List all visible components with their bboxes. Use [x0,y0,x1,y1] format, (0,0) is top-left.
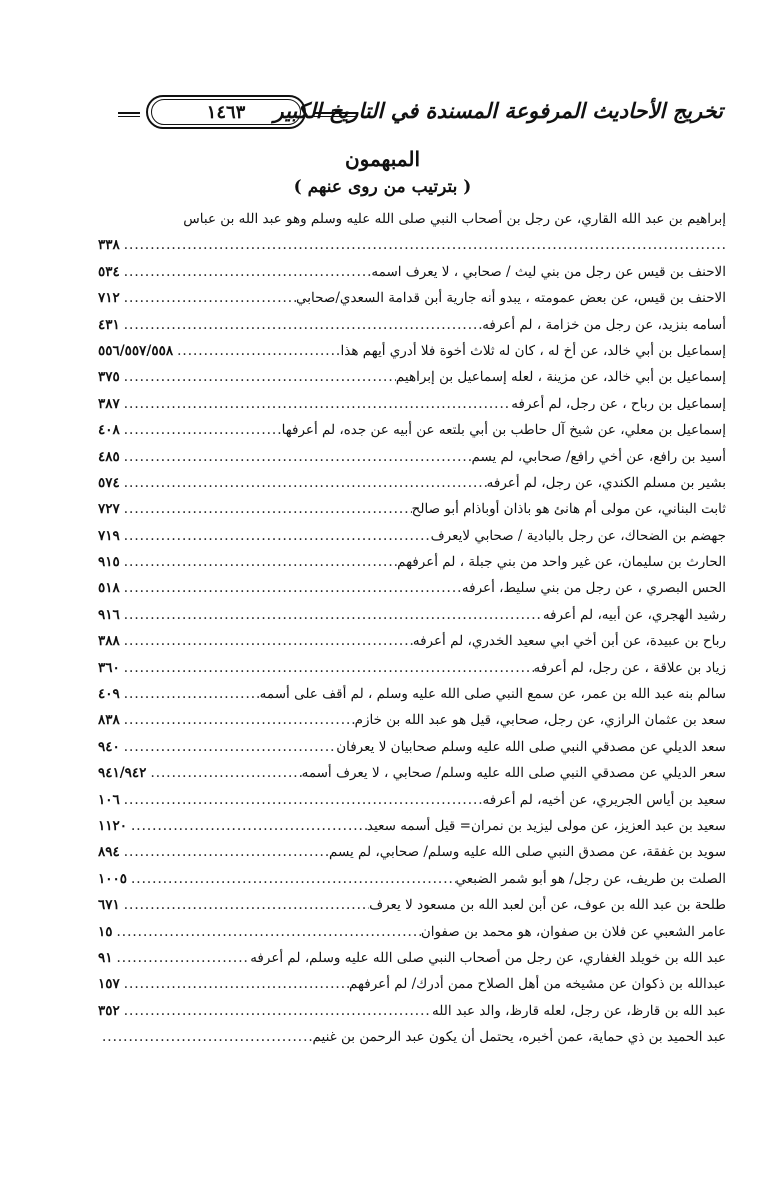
entry-text: الاحنف بن قيس عن رجل من بني ليث / صحابي ، لا يعرف اسمه [371,263,726,280]
section-subtitle: ( بترتيب من روى عنهم ) [293,177,472,197]
dot-leader [120,655,534,681]
entry-text: إسماعيل بن معلي، عن شيخ آل حاطب بن أبي بلتعه عن أبيه عن جده، لم أعرفها [281,422,726,439]
index-entry [98,312,726,338]
index-entry [98,945,726,971]
entry-text: سويد بن غفقة، عن مصدق النبي صلى الله عليه وسلم/ صحابي، لم يسم [328,844,726,861]
entry-page: ٩١٥ [98,554,120,571]
entry-text: أسامه بنزيد، عن رجل من خزامة ، لم أعرفه [482,316,726,333]
index-entry [98,232,726,258]
entry-page: ٨٩٤ [98,844,120,861]
entry-text: عبدالله بن ذكوان عن مشيخه من أهل الصلاح ممن أدرك/ لم أعرفهم [349,976,726,993]
index-entry [98,417,726,443]
index-entry [98,575,726,601]
dot-leader [120,734,336,760]
entry-page: ١٥ [98,923,113,940]
dot-leader [146,760,301,786]
entry-text: سالم بنه عبد الله بن عمر، عن سمع النبي صلى الله عليه وسلم ، لم أقف على أسمه [259,686,726,703]
entry-page: ٩١ [98,949,113,966]
section-title: المبهمون [344,147,421,171]
index-entry [98,707,726,733]
entry-text: أسيد بن رافع، عن أخي رافع/ صحابي، لم يسم [471,448,726,465]
index-entry [98,839,726,865]
dot-leader [120,707,355,733]
entry-text: إبراهيم بن عبد الله القاري، عن رجل بن أصحاب النبي صلى الله عليه وسلم وهو عبد الله بن عباس [183,211,726,227]
index-entry [98,655,726,681]
header-rule-left [118,112,140,117]
entry-page: ٤٨٥ [98,448,120,465]
dot-leader [120,839,329,865]
entry-text: ثابت البناني، عن مولى أم هانئ هو باذان أوباذام أبو صالح [411,501,726,518]
dot-leader [120,259,372,285]
entry-text: سعد بن عثمان الرازي، عن رجل، صحابي، قيل هو عبد الله بن خازم [354,712,726,729]
entry-page: ١٠٠٥ [98,870,128,887]
running-header [118,94,723,138]
index-entry [98,338,726,364]
entry-page: ٨٣٨ [98,712,120,729]
index-entry [98,787,726,813]
index-entry [98,760,726,786]
entry-page: ٣٥٢ [98,1002,120,1019]
entry-page: ٥٧٤ [98,474,120,491]
dot-leader [120,892,369,918]
dot-leader [120,444,472,470]
index-entry [98,866,726,892]
index-entry [98,391,726,417]
dot-leader [127,866,456,892]
entry-page: ٧١٢ [98,290,120,307]
entry-text: الحس البصري ، عن رجل من بني سليط، أعرفه [461,580,726,597]
entry-text: عبد الله بن خويلد الغفاري، عن رجل من أصحاب النبي صلى الله عليه وسلم، لم أعرفه [250,949,726,966]
dot-leader [120,575,462,601]
index-entry [98,813,726,839]
index-entry [98,998,726,1024]
dot-leader [120,470,487,496]
entry-text: بشير بن مسلم الكندي، عن رجل، لم أعرفه [486,474,726,491]
entry-page: ٧١٩ [98,527,120,544]
dot-leader [120,496,412,522]
entry-page: ٤٠٨ [98,422,120,439]
entry-page: ١١٢٠ [98,817,128,834]
entry-page: ٤٣١ [98,316,120,333]
dot-leader [113,945,251,971]
index-entry [98,734,726,760]
dot-leader [127,813,367,839]
entry-text: سعيد بن أياس الجريري، عن أخيه، لم أعرفه [482,791,726,808]
dot-leader [113,919,421,945]
entry-page: ٥٣٤ [98,263,120,280]
dot-leader [120,998,432,1024]
index-entry [98,470,726,496]
entry-page: ٣٨٧ [98,395,120,412]
entry-text: سعر الديلي عن مصدقي النبي صلى الله عليه وسلم/ صحابي ، لا يعرف أسمه [301,765,726,782]
index-entry [98,549,726,575]
entry-text: إسماعيل بن رباح ، عن رجل، لم أعرفه [511,395,726,412]
dot-leader [120,285,296,311]
entry-page: ٩١٦ [98,606,120,623]
entry-page: ١٥٧ [98,976,120,993]
entry-text: عبد الحميد بن ذي حماية، عمن أخبره، يحتمل أن يكون عبد الرحمن بن غنيم [312,1029,726,1046]
entry-page: ٩٤٠ [98,738,120,755]
index-entry [98,892,726,918]
dot-leader [120,417,282,443]
index-list [98,206,726,1051]
entry-text: عبد الله بن قارظ، عن رجل، لعله قارظ، والد عبد الله [432,1002,726,1019]
entry-page: ٣٨٨ [98,633,120,650]
entry-text: سعيد بن عبد العزيز، عن مولى ليزيد بن نمران= قيل أسمه سعيد [366,817,726,834]
entry-page: ٥١٨ [98,580,120,597]
entry-text: إسماعيل بن أبي خالد، عن أخ له ، كان له ثلاث أخوة فلا أدري أيهم هذا [340,342,726,359]
entry-page: ٥٥٦/٥٥٧/٥٥٨ [98,342,174,359]
dot-leader [98,1024,313,1050]
entry-page: ٦٧١ [98,897,120,914]
dot-leader [120,364,396,390]
dot-leader [120,549,397,575]
entry-text: رباح بن عبيدة، عن أبن أخي ابي سعيد الخدري، لم أعرفه [412,633,726,650]
dot-leader [120,523,431,549]
book-title: تخريج الأحاديث المرفوعة المسندة في التاريخ الكبير [273,98,723,123]
dot-leader [120,312,482,338]
entry-page: ٧٢٧ [98,501,120,518]
index-entry [98,681,726,707]
entry-text: زياد بن علاقة ، عن رجل، لم أعرفه [533,659,726,676]
entry-text: الاحنف بن قيس، عن بعض عمومته ، يبدو أنه جارية أبن قدامة السعدي/صحابي [296,290,726,307]
index-entry [98,628,726,654]
dot-leader [120,787,483,813]
dot-leader [120,232,726,258]
entry-page: ٣٦٠ [98,659,120,676]
entry-text: الحارث بن سليمان، عن غير واحد من بني جبلة ، لم أعرفهم [397,554,726,571]
index-entry [98,285,726,311]
index-entry [98,971,726,997]
dot-leader [120,628,413,654]
index-entry [98,523,726,549]
entry-text: عامر الشعبي عن فلان بن صفوان، هو محمد بن صفوان [420,923,726,940]
dot-leader [120,681,260,707]
index-entry [98,496,726,522]
index-entry [98,444,726,470]
dot-leader [120,971,349,997]
index-entry [98,919,726,945]
entry-text: إسماعيل بن أبي خالد، عن مزينة ، لعله إسماعيل بن إبراهيم [395,369,726,386]
page-number: ١٤٦٣ [151,99,301,125]
entry-page: ١٠٦ [98,791,120,808]
entry-text: سعد الديلي عن مصدقي النبي صلى الله عليه وسلم صحابيان لا يعرفان [336,738,726,755]
index-entry [98,602,726,628]
entry-page: ٩٤١/٩٤٢ [98,765,147,782]
entry-text: جهضم بن الضحاك، عن رجل بالبادية / صحابي لايعرف [430,527,726,544]
index-entry [98,1024,726,1050]
dot-leader [173,338,340,364]
dot-leader [120,602,543,628]
entry-text: رشيد الهجري، عن أبيه، لم أعرفه [542,606,726,623]
entry-page: ٣٧٥ [98,369,120,386]
index-entry [98,206,726,232]
entry-text: الصلت بن طريف، عن رجل/ هو أبو شمر الضبعي [455,870,726,887]
entry-text: طلحة بن عبد الله بن عوف، عن أبن لعبد الله بن مسعود لا يعرف [369,897,726,914]
index-entry [98,364,726,390]
dot-leader [120,391,512,417]
entry-page: ٤٠٩ [98,686,120,703]
index-entry [98,259,726,285]
entry-page: ٣٣٨ [98,237,120,254]
